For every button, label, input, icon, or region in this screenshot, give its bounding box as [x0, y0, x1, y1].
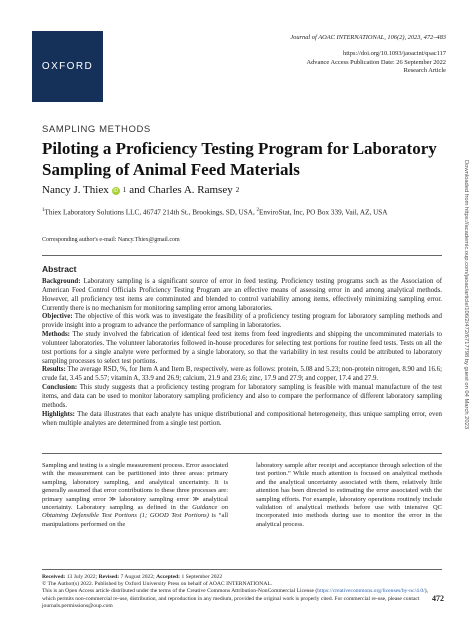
license-link[interactable]: https://creativecommons.org/licenses/by-nc/4.0/: [317, 588, 425, 595]
divider: [42, 453, 442, 454]
abstract-background: Background: Laboratory sampling is a significant source of error in feed testing. Proficiency testing programs such as the Association of American Feed Control Officials Proficiency Testing Program are an effective means of assessing error in and among analytical methods. However, all proficiency test items are comminuted and blended to control variability among items, effectively minimizing sampling error. Currently there is no mechanism for monitoring sampling error among laboratories.: [42, 278, 442, 312]
affiliation-marker: 1: [122, 186, 127, 194]
abstract-highlights: Highlights: The data illustrates that each analyte has unique distributional and compositional heterogeneity, thus unique sampling error, even when multiple analytes are determined from a single test portion.: [42, 410, 442, 427]
author-name[interactable]: Nancy J. Thiex: [42, 184, 109, 196]
license-text: This is an Open Access article distributed under the terms of the Creative Commons Attribution-NonCommercial License (https://creativecommons.org/licenses/by-nc/4.0/), which permits non-commercial re-use, distribution, and reproduction in any medium, provided the original work is properly cited. For commercial re-use, please contact journals.permissions@oup.com: [42, 588, 428, 609]
access-date: Advance Access Publication Date: 26 September 2022: [306, 58, 446, 66]
article-title: Piloting a Proficiency Testing Program for Laboratory Sampling of Animal Feed Materials: [42, 139, 437, 179]
author-conjunction: and: [129, 184, 146, 196]
footer-notes: [42, 574, 442, 610]
abstract-conclusion: Conclusion: This study suggests that a proficiency testing program for laboratory sampling is feasible with manual manufacture of the test items, and data can be used to monitor laboratory sampling proficiency and also to compare the performance of different laboratory sampling methods.: [42, 384, 442, 409]
affiliation-marker: 2: [256, 208, 260, 213]
article-metadata: [290, 34, 446, 75]
divider: [42, 569, 442, 570]
divider: [42, 255, 442, 256]
article-type: Research Article: [403, 66, 446, 74]
affiliation-marker: 1: [42, 208, 45, 213]
body-column-left: Sampling and testing is a single measurement process. Error associated with the measurement can be partitioned into three areas: primary sampling, laboratory sampling, and analytical uncertainty. It is generally assumed that error contributions to these three processes are: primary sampling error ≫ laboratory sampling error ≫ analytical uncertainty. Laboratory sampling as defined in the Guidance on Obtaining Defensible Test Portions (1; GOOD Test Portions) is “all manipulations performed on the: [42, 462, 228, 528]
journal-citation: Journal of AOAC INTERNATIONAL, 106(2), 2023, 472–483: [290, 34, 446, 41]
body-column-right: laboratory sample after receipt and acceptance through selection of the test portion.” While much attention is focused on analytical methods and the analytical uncertainty associated with them, relatively little attention has been directed to estimating the error associated with the sampling efforts. For example, laboratory operations routinely include validation of analytical methods before use with intensive QC incorporated into methods during use to monitor the error in the analytical process.: [256, 462, 442, 528]
publisher-logo: OXFORD: [32, 31, 103, 102]
orcid-icon[interactable]: iD: [113, 187, 119, 194]
affiliation-2: EnviroStat, Inc, PO Box 339, Vail, AZ, USA: [259, 208, 388, 217]
download-note: Downloaded from https://academic.oup.com/jaoac/article/106/2/472/6717798 by guest on 04 March 2023: [463, 160, 469, 430]
abstract: [42, 278, 442, 428]
author-name[interactable]: Charles A. Ramsey: [148, 184, 233, 196]
page-number: 472: [432, 594, 444, 603]
abstract-methods: Methods: The study involved the fabrication of identical feed test items from feed ingredients and shipping the uncomminuted materials to volunteer laboratories. The volunteer laboratories followed in-house procedures for selecting test portions for routine feed tests. Tests on all the test portions for a single analyte were performed by a single laboratory, so that the variability in test results could be attributed to laboratory sampling processes to select test portions.: [42, 331, 442, 365]
doi-link[interactable]: https://doi.org/10.1093/jaoacint/qsac117: [343, 50, 446, 58]
author-list: [42, 184, 239, 197]
affiliations: [42, 206, 440, 218]
abstract-heading: Abstract: [42, 264, 77, 274]
affiliation-1: Thiex Laboratory Solutions LLC, 46747 214th St., Brookings, SD, USA,: [44, 208, 255, 217]
affiliation-marker: 2: [235, 186, 240, 194]
corresponding-author: Corresponding author's e-mail: Nancy.Thiex@gmail.com: [42, 237, 180, 243]
abstract-objective: Objective: The objective of this work was to investigate the feasibility of a proficiency testing program for laboratory sampling methods and provide insight into a program to advance the performance of sampling in laboratories.: [42, 313, 442, 330]
abstract-results: Results: The average RSD, %, for Item A and Item B, respectively, were as follows: protein, 5.08 and 5.23; non-protein nitrogen, 8.90 and 16.6; crude fat, 3.45 and 5.57; vitamin A, 33.9 and 26.9; calcium, 21.9 and 23.6; zinc, 17.9 and 27.9; and copper, 17.4 and 27.9.: [42, 366, 442, 383]
copyright: © The Author(s) 2022. Published by Oxford University Press on behalf of AOAC INTERNATIONAL.: [42, 581, 273, 588]
history-dates: Received: 13 July 2022; Revised: 7 August 2022; Accepted: 1 September 2022: [42, 574, 223, 580]
section-kicker: SAMPLING METHODS: [42, 124, 151, 135]
